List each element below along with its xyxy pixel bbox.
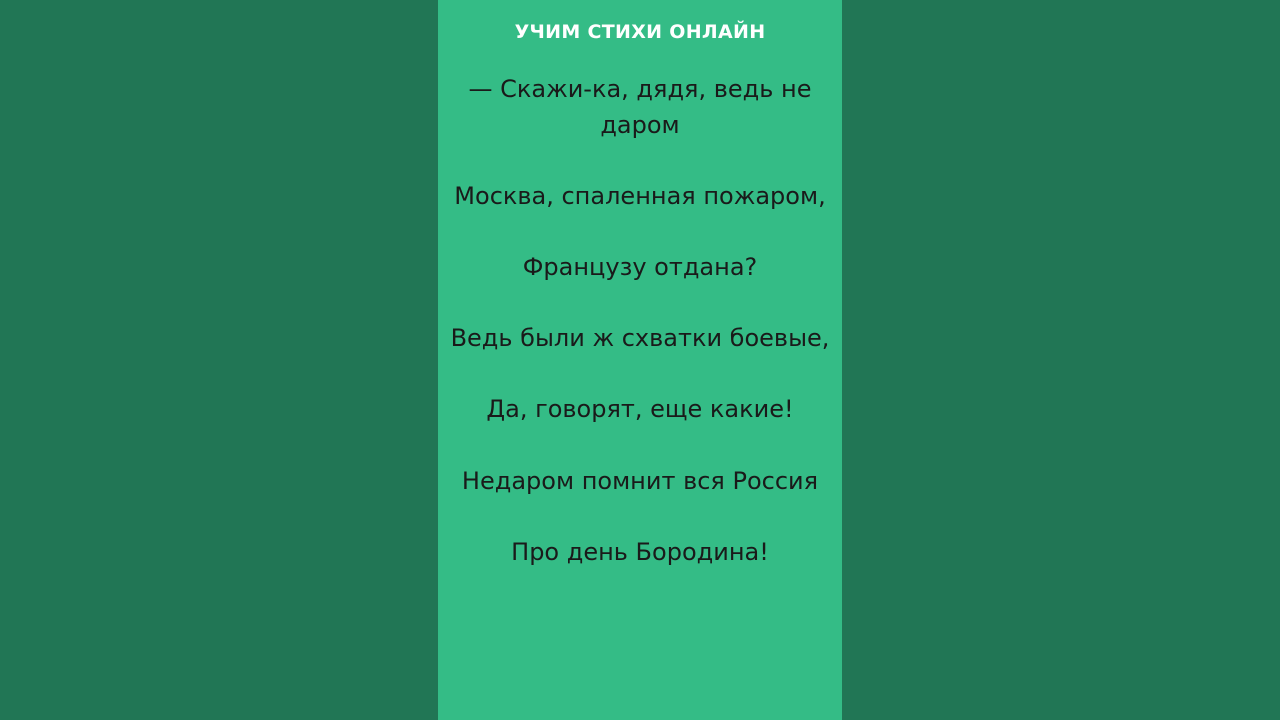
poem-line-7: Про день Бородина!: [511, 538, 769, 566]
channel-title: УЧИМ СТИХИ ОНЛАЙН: [514, 21, 766, 43]
poem-line-4: Ведь были ж схватки боевые,: [450, 324, 830, 352]
poem-line-5: Да, говорят, еще какие!: [486, 395, 794, 423]
poem-line-3: Французу отдана?: [522, 253, 758, 281]
poem-line-1: — Скажи-ка, дядя, ведь не даром: [468, 75, 812, 139]
poem-line-2: Москва, спаленная пожаром,: [454, 182, 826, 210]
poem-line-6: Недаром помнит вся Россия: [461, 467, 819, 495]
poem-card: [438, 0, 842, 720]
